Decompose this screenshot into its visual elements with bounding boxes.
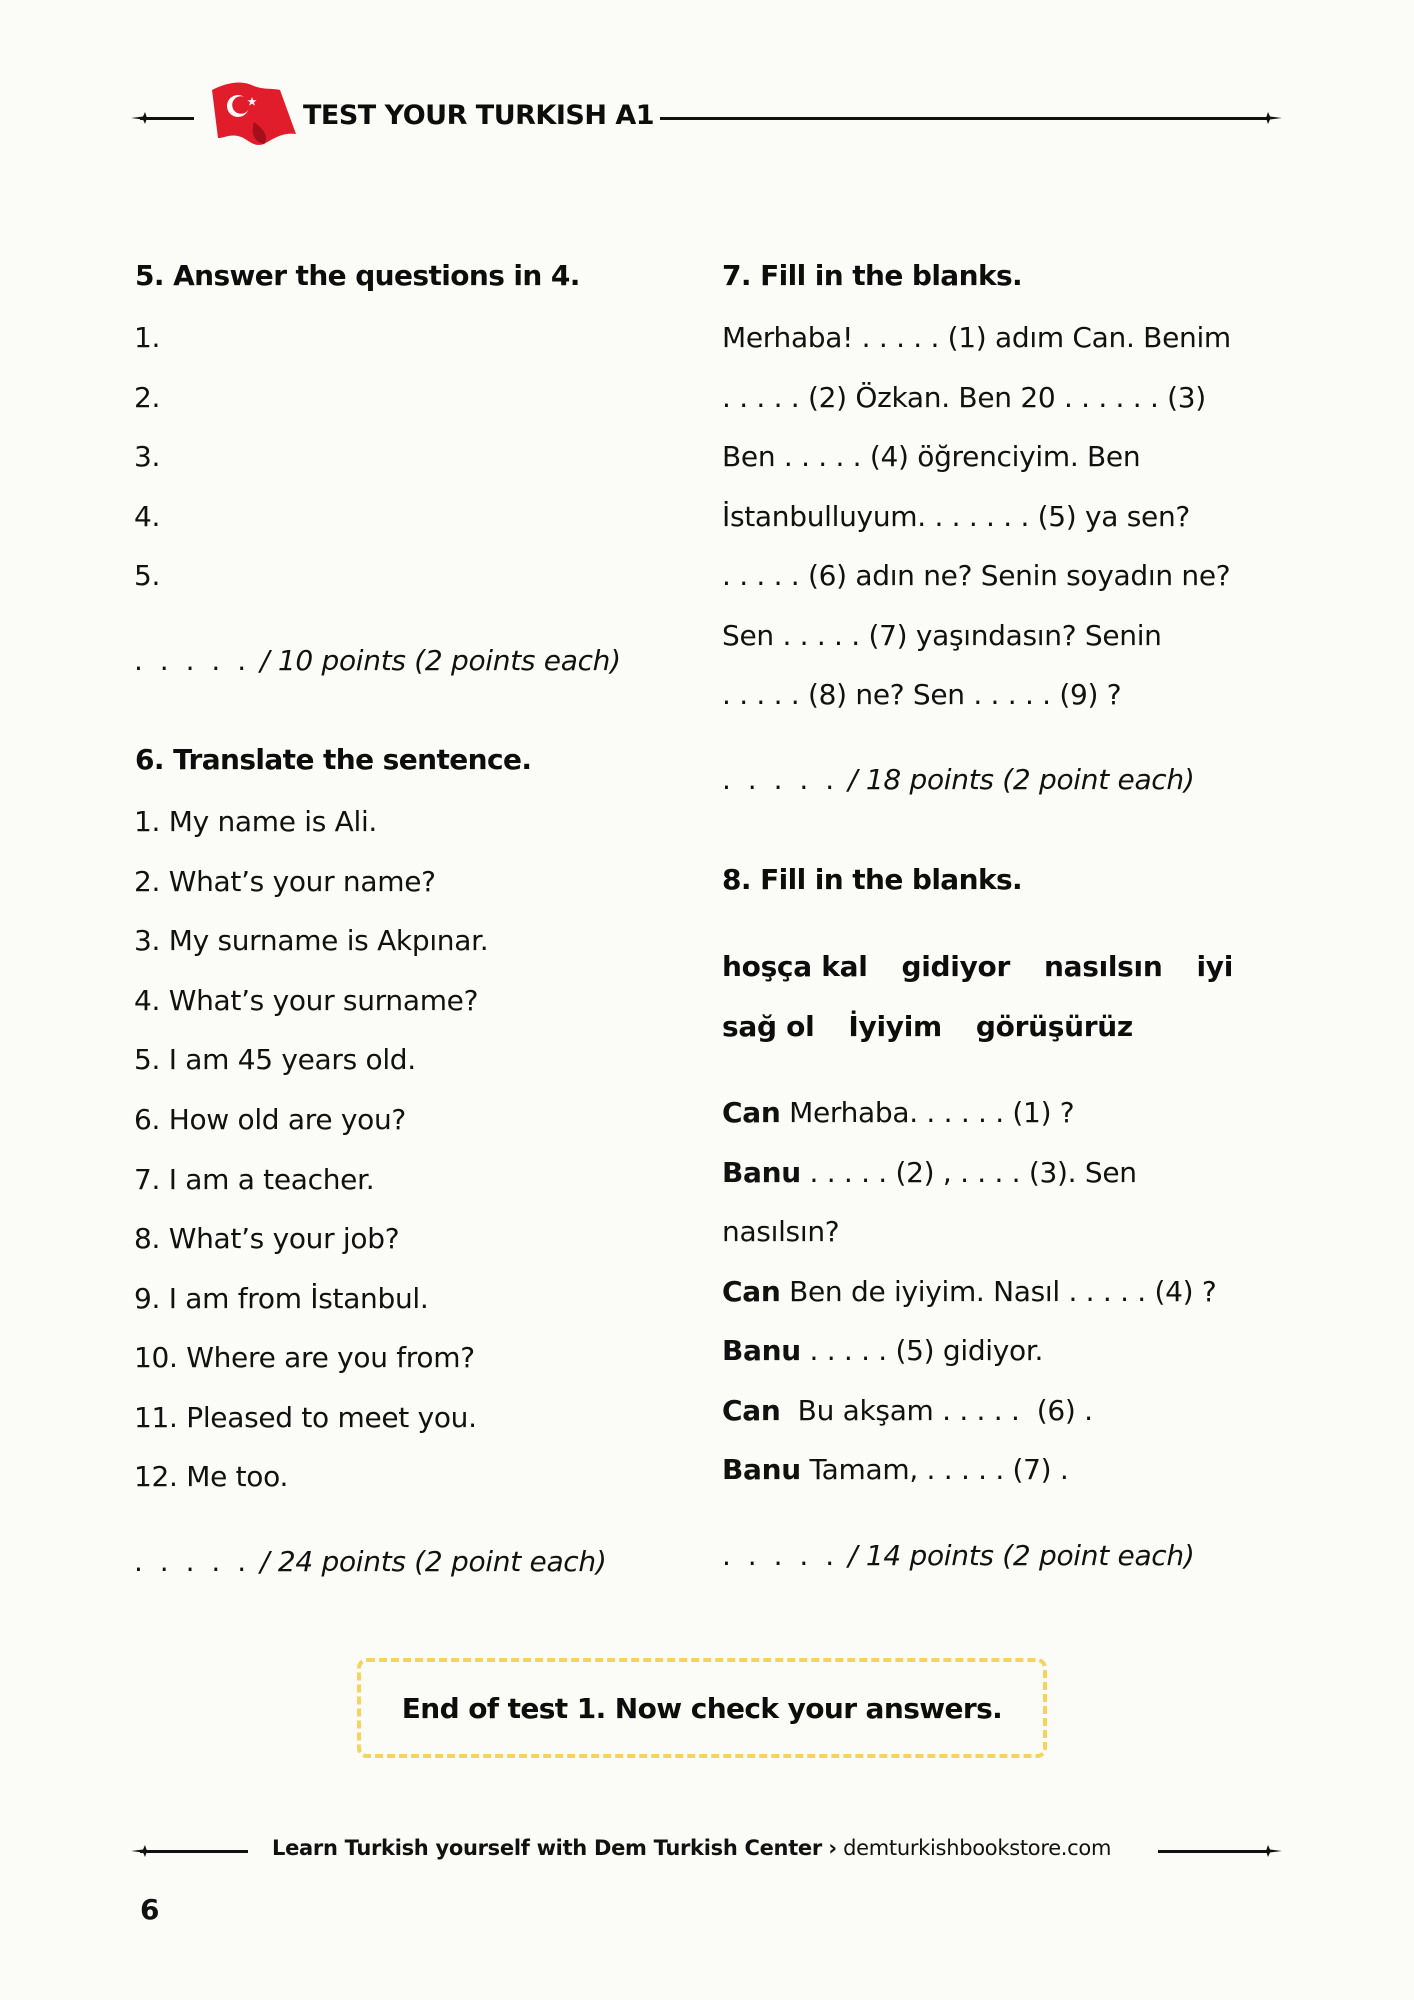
- speaker: Can: [722, 1275, 781, 1308]
- score-blank: . . . . .: [722, 763, 839, 796]
- header-title: TEST YOUR TURKISH A1: [303, 100, 655, 131]
- word-bank-item: iyi: [1196, 950, 1234, 983]
- rule-tip-icon: [1262, 1844, 1282, 1858]
- translate-item: 1. My name is Ali.: [134, 805, 378, 838]
- word-bank-item: hoşça kal: [722, 950, 868, 983]
- dialogue-line: [722, 1394, 1093, 1427]
- fill-line: Sen . . . . . (7) yaşındasın? Senin: [722, 619, 1162, 652]
- dialogue-line: [722, 1453, 1069, 1486]
- rule-tip-icon: [131, 1844, 151, 1858]
- answer-line-2: 2.: [134, 381, 161, 414]
- dialogue-line: [722, 1334, 1043, 1367]
- translate-item: 4. What’s your surname?: [134, 984, 479, 1017]
- fill-line: . . . . . (2) Özkan. Ben 20 . . . . . . (3): [722, 381, 1206, 414]
- section-6-title: 6. Translate the sentence.: [135, 743, 532, 776]
- translate-item: 12. Me too.: [134, 1460, 289, 1493]
- translate-item: 2. What’s your name?: [134, 865, 436, 898]
- dialogue-text: . . . . . (5) gidiyor.: [800, 1334, 1044, 1367]
- fill-line: . . . . . (6) adın ne? Senin soyadın ne?: [722, 559, 1231, 592]
- translate-item: 10. Where are you from?: [134, 1341, 475, 1374]
- fill-line: . . . . . (8) ne? Sen . . . . . (9) ?: [722, 678, 1122, 711]
- answer-line-4: 4.: [134, 500, 161, 533]
- speaker: Banu: [722, 1156, 801, 1189]
- word-bank-item: nasılsın: [1043, 950, 1163, 983]
- dialogue-line: [722, 1275, 1216, 1308]
- rule-tip-icon: [1262, 111, 1282, 125]
- footer-tagline-text: Learn Turkish yourself with Dem Turkish Center: [272, 1836, 822, 1860]
- fill-line: İstanbulluyum. . . . . . . (5) ya sen?: [722, 500, 1190, 533]
- turkey-flag-icon: [208, 76, 300, 148]
- fill-line: Ben . . . . . (4) öğrenciyim. Ben: [722, 440, 1141, 473]
- footer-website-link[interactable]: demturkishbookstore.com: [843, 1836, 1112, 1860]
- chevron-right-icon: ›: [828, 1836, 837, 1860]
- answer-line-3: 3.: [134, 440, 161, 473]
- fill-line: Merhaba! . . . . . (1) adım Can. Benim: [722, 321, 1231, 354]
- score-text: / 18 points (2 point each): [848, 763, 1195, 796]
- dialogue-text: Ben de iyiyim. Nasıl . . . . . (4) ?: [780, 1275, 1217, 1308]
- section-5-score: [134, 644, 621, 677]
- word-bank-row-1: [722, 950, 1267, 983]
- translate-item: 9. I am from İstanbul.: [134, 1282, 429, 1315]
- word-bank-item: sağ ol: [722, 1010, 815, 1043]
- translate-item: 8. What’s your job?: [134, 1222, 400, 1255]
- answer-line-1: 1.: [134, 321, 161, 354]
- score-text: / 10 points (2 points each): [260, 644, 621, 677]
- dialogue-text: . . . . . (2) , . . . . (3). Sen: [800, 1156, 1137, 1189]
- section-8-score: [722, 1539, 1194, 1572]
- score-blank: . . . . .: [134, 644, 251, 677]
- speaker: Can: [722, 1394, 781, 1427]
- speaker: Banu: [722, 1334, 801, 1367]
- footer-rule-right: [1158, 1850, 1270, 1853]
- footer-rule-left: [140, 1850, 248, 1853]
- translate-item: 7. I am a teacher.: [134, 1163, 375, 1196]
- section-5-title: 5. Answer the questions in 4.: [135, 259, 580, 292]
- section-7-score: [722, 763, 1194, 796]
- end-of-test-text: End of test 1. Now check your answers.: [401, 1691, 1003, 1725]
- translate-item: 3. My surname is Akpınar.: [134, 924, 489, 957]
- dialogue-text: Bu akşam . . . . . (6) .: [780, 1394, 1093, 1427]
- speaker: Can: [722, 1096, 781, 1129]
- word-bank-row-2: [722, 1010, 1167, 1043]
- translate-item: 11. Pleased to meet you.: [134, 1401, 477, 1434]
- translate-item: 5. I am 45 years old.: [134, 1043, 416, 1076]
- dialogue-text: nasılsın?: [722, 1215, 840, 1248]
- dialogue-line: [722, 1215, 839, 1248]
- dialogue-line: [722, 1096, 1074, 1129]
- word-bank-item: görüşürüz: [975, 1010, 1133, 1043]
- translate-item: 6. How old are you?: [134, 1103, 406, 1136]
- score-blank: . . . . .: [722, 1539, 839, 1572]
- end-of-test-box: [357, 1658, 1047, 1758]
- rule-tip-icon: [131, 111, 151, 125]
- section-7-title: 7. Fill in the blanks.: [722, 259, 1023, 292]
- speaker: Banu: [722, 1453, 801, 1486]
- dialogue-text: Merhaba. . . . . . (1) ?: [780, 1096, 1075, 1129]
- score-blank: . . . . .: [134, 1545, 251, 1578]
- section-8-title: 8. Fill in the blanks.: [722, 863, 1023, 896]
- header-rule-right: [660, 117, 1270, 120]
- score-text: / 14 points (2 point each): [848, 1539, 1195, 1572]
- score-text: / 24 points (2 point each): [260, 1545, 607, 1578]
- dialogue-line: [722, 1156, 1137, 1189]
- dialogue-text: Tamam, . . . . . (7) .: [800, 1453, 1069, 1486]
- page-number: 6: [140, 1893, 160, 1926]
- word-bank-item: İyiyim: [848, 1010, 942, 1043]
- answer-line-5: 5.: [134, 559, 161, 592]
- word-bank-item: gidiyor: [901, 950, 1010, 983]
- section-6-score: [134, 1545, 606, 1578]
- footer-tagline: [272, 1836, 1111, 1860]
